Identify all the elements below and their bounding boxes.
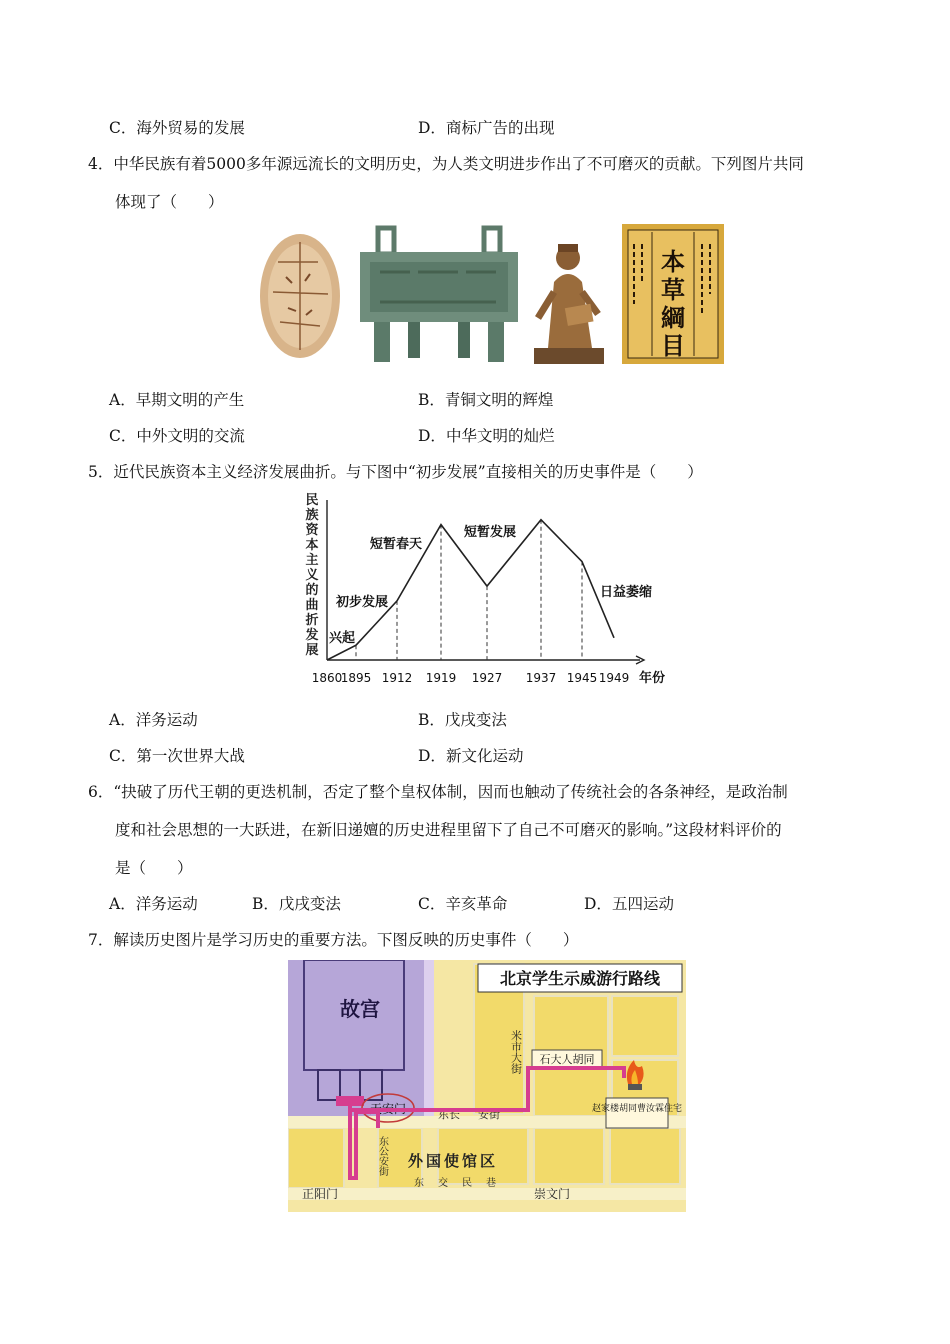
y-axis-label-char: 资 [305, 523, 319, 538]
q6-stem-line2: 度和社会思想的一大跃进，在新旧递嬗的历史进程里留下了自己不可磨灭的影响。”这段材料评价的 [115, 821, 782, 839]
y-axis-label-char: 的 [305, 583, 319, 598]
annotation-4: 短暂发展 [463, 525, 517, 540]
q7-stem: 7．解读历史图片是学习历史的重要方法。下图反映的历史事件（ ） [88, 931, 579, 949]
x-tick-label-1937: 1937 [525, 671, 557, 685]
dongchang-label: 东长 [438, 1108, 460, 1121]
y-axis-label-char: 义 [305, 568, 319, 583]
book-title-char-2: 草 [661, 276, 685, 304]
zhaojialou-label: 赵家楼胡同曹汝霖住宅 [591, 1104, 683, 1114]
q5-option-c[interactable]: C．第一次世界大战 [109, 747, 245, 765]
q6-option-a[interactable]: A．洋务运动 [109, 895, 198, 913]
q4-stem-line1: 4．中华民族有着5000多年源远流长的文明历史，为人类文明进步作出了不可磨灭的贡献。下列图片共同 [88, 155, 804, 173]
legation-quarter-label: 外国使馆区 [408, 1152, 499, 1170]
mishi-street-label: 米市大街 [509, 1030, 523, 1074]
q6-option-c[interactable]: C．辛亥革命 [418, 895, 508, 913]
q3-option-c[interactable]: C．海外贸易的发展 [109, 119, 245, 137]
x-tick-label-1927: 1927 [471, 671, 503, 685]
x-tick-label-1919: 1919 [425, 671, 457, 685]
q4-option-c[interactable]: C．中外文明的交流 [109, 427, 245, 445]
q4-option-a[interactable]: A．早期文明的产生 [109, 391, 245, 409]
chongwenmen-label: 崇文门 [534, 1187, 571, 1201]
x-tick-label-1860: 1860 [311, 671, 343, 685]
y-axis-label-char: 族 [305, 508, 319, 523]
q5-option-b[interactable]: B．戊戌变法 [418, 711, 507, 729]
y-axis-label-char: 展 [305, 643, 319, 658]
anjie-label: 安街 [478, 1108, 500, 1121]
q6-option-b[interactable]: B．戊戌变法 [252, 895, 341, 913]
q6-stem-line3: 是（ ） [115, 859, 193, 877]
protest-route-map [288, 960, 686, 1212]
shidaren-hutong-label: 石大人胡同 [539, 1053, 595, 1066]
x-tick-label-1912: 1912 [381, 671, 413, 685]
y-axis-label-char: 主 [305, 553, 319, 568]
tiananmen-label: 天安门 [370, 1102, 407, 1116]
dongjiaomin-lane-label: 东交民巷 [414, 1178, 510, 1189]
y-axis-label-char: 曲 [305, 598, 319, 613]
li-shizhen-statue-image [534, 244, 604, 364]
x-tick-label-1949: 1949 [598, 671, 630, 685]
zhengyangmen-label: 正阳门 [302, 1187, 339, 1201]
q4-stem-line2: 体现了（ ） [115, 193, 224, 211]
capitalism-development-chart [300, 492, 672, 692]
q6-option-d[interactable]: D．五四运动 [584, 895, 674, 913]
q5-stem: 5．近代民族资本主义经济发展曲折。与下图中“初步发展”直接相关的历史事件是（ ） [88, 463, 703, 481]
y-axis-label-char: 本 [305, 538, 319, 553]
annotation-5: 日益萎缩 [599, 585, 653, 600]
y-axis-label-char: 折 [305, 613, 319, 628]
q3-option-d[interactable]: D．商标广告的出现 [418, 119, 555, 137]
q4-artifact-images [248, 222, 728, 368]
q6-stem-line1: 6．“抉破了历代王朝的更迭机制，否定了整个皇权体制，因而也触动了传统社会的各条神经，是政治制 [88, 783, 788, 801]
palace-label: 故宫 [340, 997, 380, 1021]
q5-option-d[interactable]: D．新文化运动 [418, 747, 524, 765]
oracle-bone-image [260, 234, 340, 358]
book-title-char-1: 本 [661, 248, 685, 276]
x-tick-label-1945: 1945 [566, 671, 598, 685]
annotation-2: 初步发展 [335, 595, 389, 610]
q4-option-b[interactable]: B．青铜文明的辉煌 [418, 391, 554, 409]
book-title-char-4: 目 [661, 332, 685, 360]
y-axis-label-char: 民 [305, 493, 319, 508]
q4-option-d[interactable]: D．中华文明的灿烂 [418, 427, 555, 445]
compendium-book-image [622, 224, 724, 364]
q5-option-a[interactable]: A．洋务运动 [109, 711, 198, 729]
book-title-char-3: 綱 [661, 304, 685, 332]
annotation-1: 兴起 [328, 631, 356, 646]
x-tick-label-1895: 1895 [340, 671, 372, 685]
annotation-3: 短暂春天 [369, 537, 423, 552]
x-axis-label: 年份 [638, 671, 666, 686]
y-axis-label-char: 发 [305, 628, 319, 643]
map-title: 北京学生示威游行路线 [499, 969, 661, 988]
bronze-ding-image [360, 228, 518, 362]
donggong-street-label: 东公安街 [376, 1136, 388, 1176]
